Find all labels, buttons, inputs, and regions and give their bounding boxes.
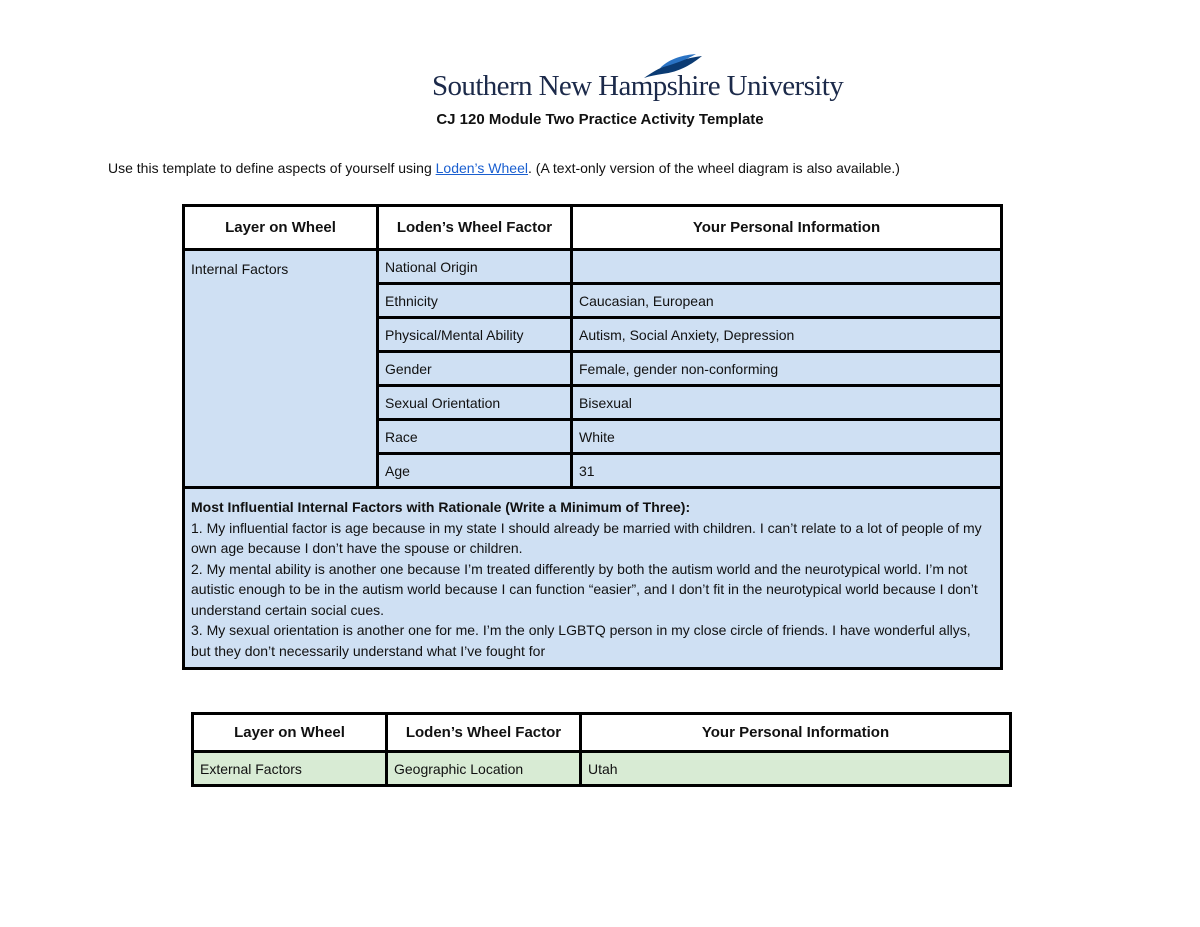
intro-suffix: . (A text-only version of the wheel diagram is also available.) [528,160,900,176]
table-row [193,752,1011,786]
info-cell[interactable]: Utah [581,752,1011,786]
info-cell[interactable]: Autism, Social Anxiety, Depression [572,318,1002,352]
factor-cell: Age [378,454,572,488]
university-logo [432,54,844,106]
lodens-wheel-link[interactable]: Loden’s Wheel [435,160,528,176]
info-cell[interactable]: Female, gender non-conforming [572,352,1002,386]
rationale-item-2: 2. My mental ability is another one because I’m treated differently by both the autism world and the neurotypical world. I’m not autistic enough to be in the autism world because I can function “easier”, and I don’t fit in the neurotypical world because I don’t understand certain social cues. [191,560,978,618]
layer-internal-factors: Internal Factors [184,250,378,488]
rationale-item-1: 1. My influential factor is age because in my state I should already be married with children. I can’t relate to a lot of people of my own age because I don’t have the spouse or children. [191,519,982,556]
info-cell[interactable]: Caucasian, European [572,284,1002,318]
header-layer: Layer on Wheel [193,714,387,752]
rationale-item-3: 3. My sexual orientation is another one for me. I’m the only LGBTQ person in my close circle of friends. I have wonderful allys, but they don’t necessarily understand what I’ve fought for [191,622,971,659]
header-layer: Layer on Wheel [184,206,378,250]
leaf-icon [640,54,706,80]
info-cell[interactable]: Bisexual [572,386,1002,420]
rationale-cell[interactable] [184,488,1002,669]
factor-cell: Geographic Location [387,752,581,786]
table-header-row [184,206,1002,250]
page-title: CJ 120 Module Two Practice Activity Template [436,111,764,128]
info-cell[interactable] [572,250,1002,284]
header-factor: Loden’s Wheel Factor [378,206,572,250]
internal-factors-table [182,204,1003,670]
external-factors-table [191,712,1012,787]
factor-cell: Gender [378,352,572,386]
info-cell[interactable]: 31 [572,454,1002,488]
rationale-heading: Most Influential Internal Factors with Rationale (Write a Minimum of Three): [191,499,691,515]
table-header-row [193,714,1011,752]
layer-external-factors: External Factors [193,752,387,786]
table-row [184,250,1002,284]
rationale-row [184,488,1002,669]
header-info: Your Personal Information [572,206,1002,250]
intro-prefix: Use this template to define aspects of yourself using [108,160,436,176]
info-cell[interactable]: White [572,420,1002,454]
factor-cell: Race [378,420,572,454]
factor-cell: Ethnicity [378,284,572,318]
factor-cell: Physical/Mental Ability [378,318,572,352]
intro-text [108,160,900,176]
header-info: Your Personal Information [581,714,1011,752]
header-factor: Loden’s Wheel Factor [387,714,581,752]
factor-cell: Sexual Orientation [378,386,572,420]
university-name: Southern New Hampshire University [432,70,844,102]
factor-cell: National Origin [378,250,572,284]
